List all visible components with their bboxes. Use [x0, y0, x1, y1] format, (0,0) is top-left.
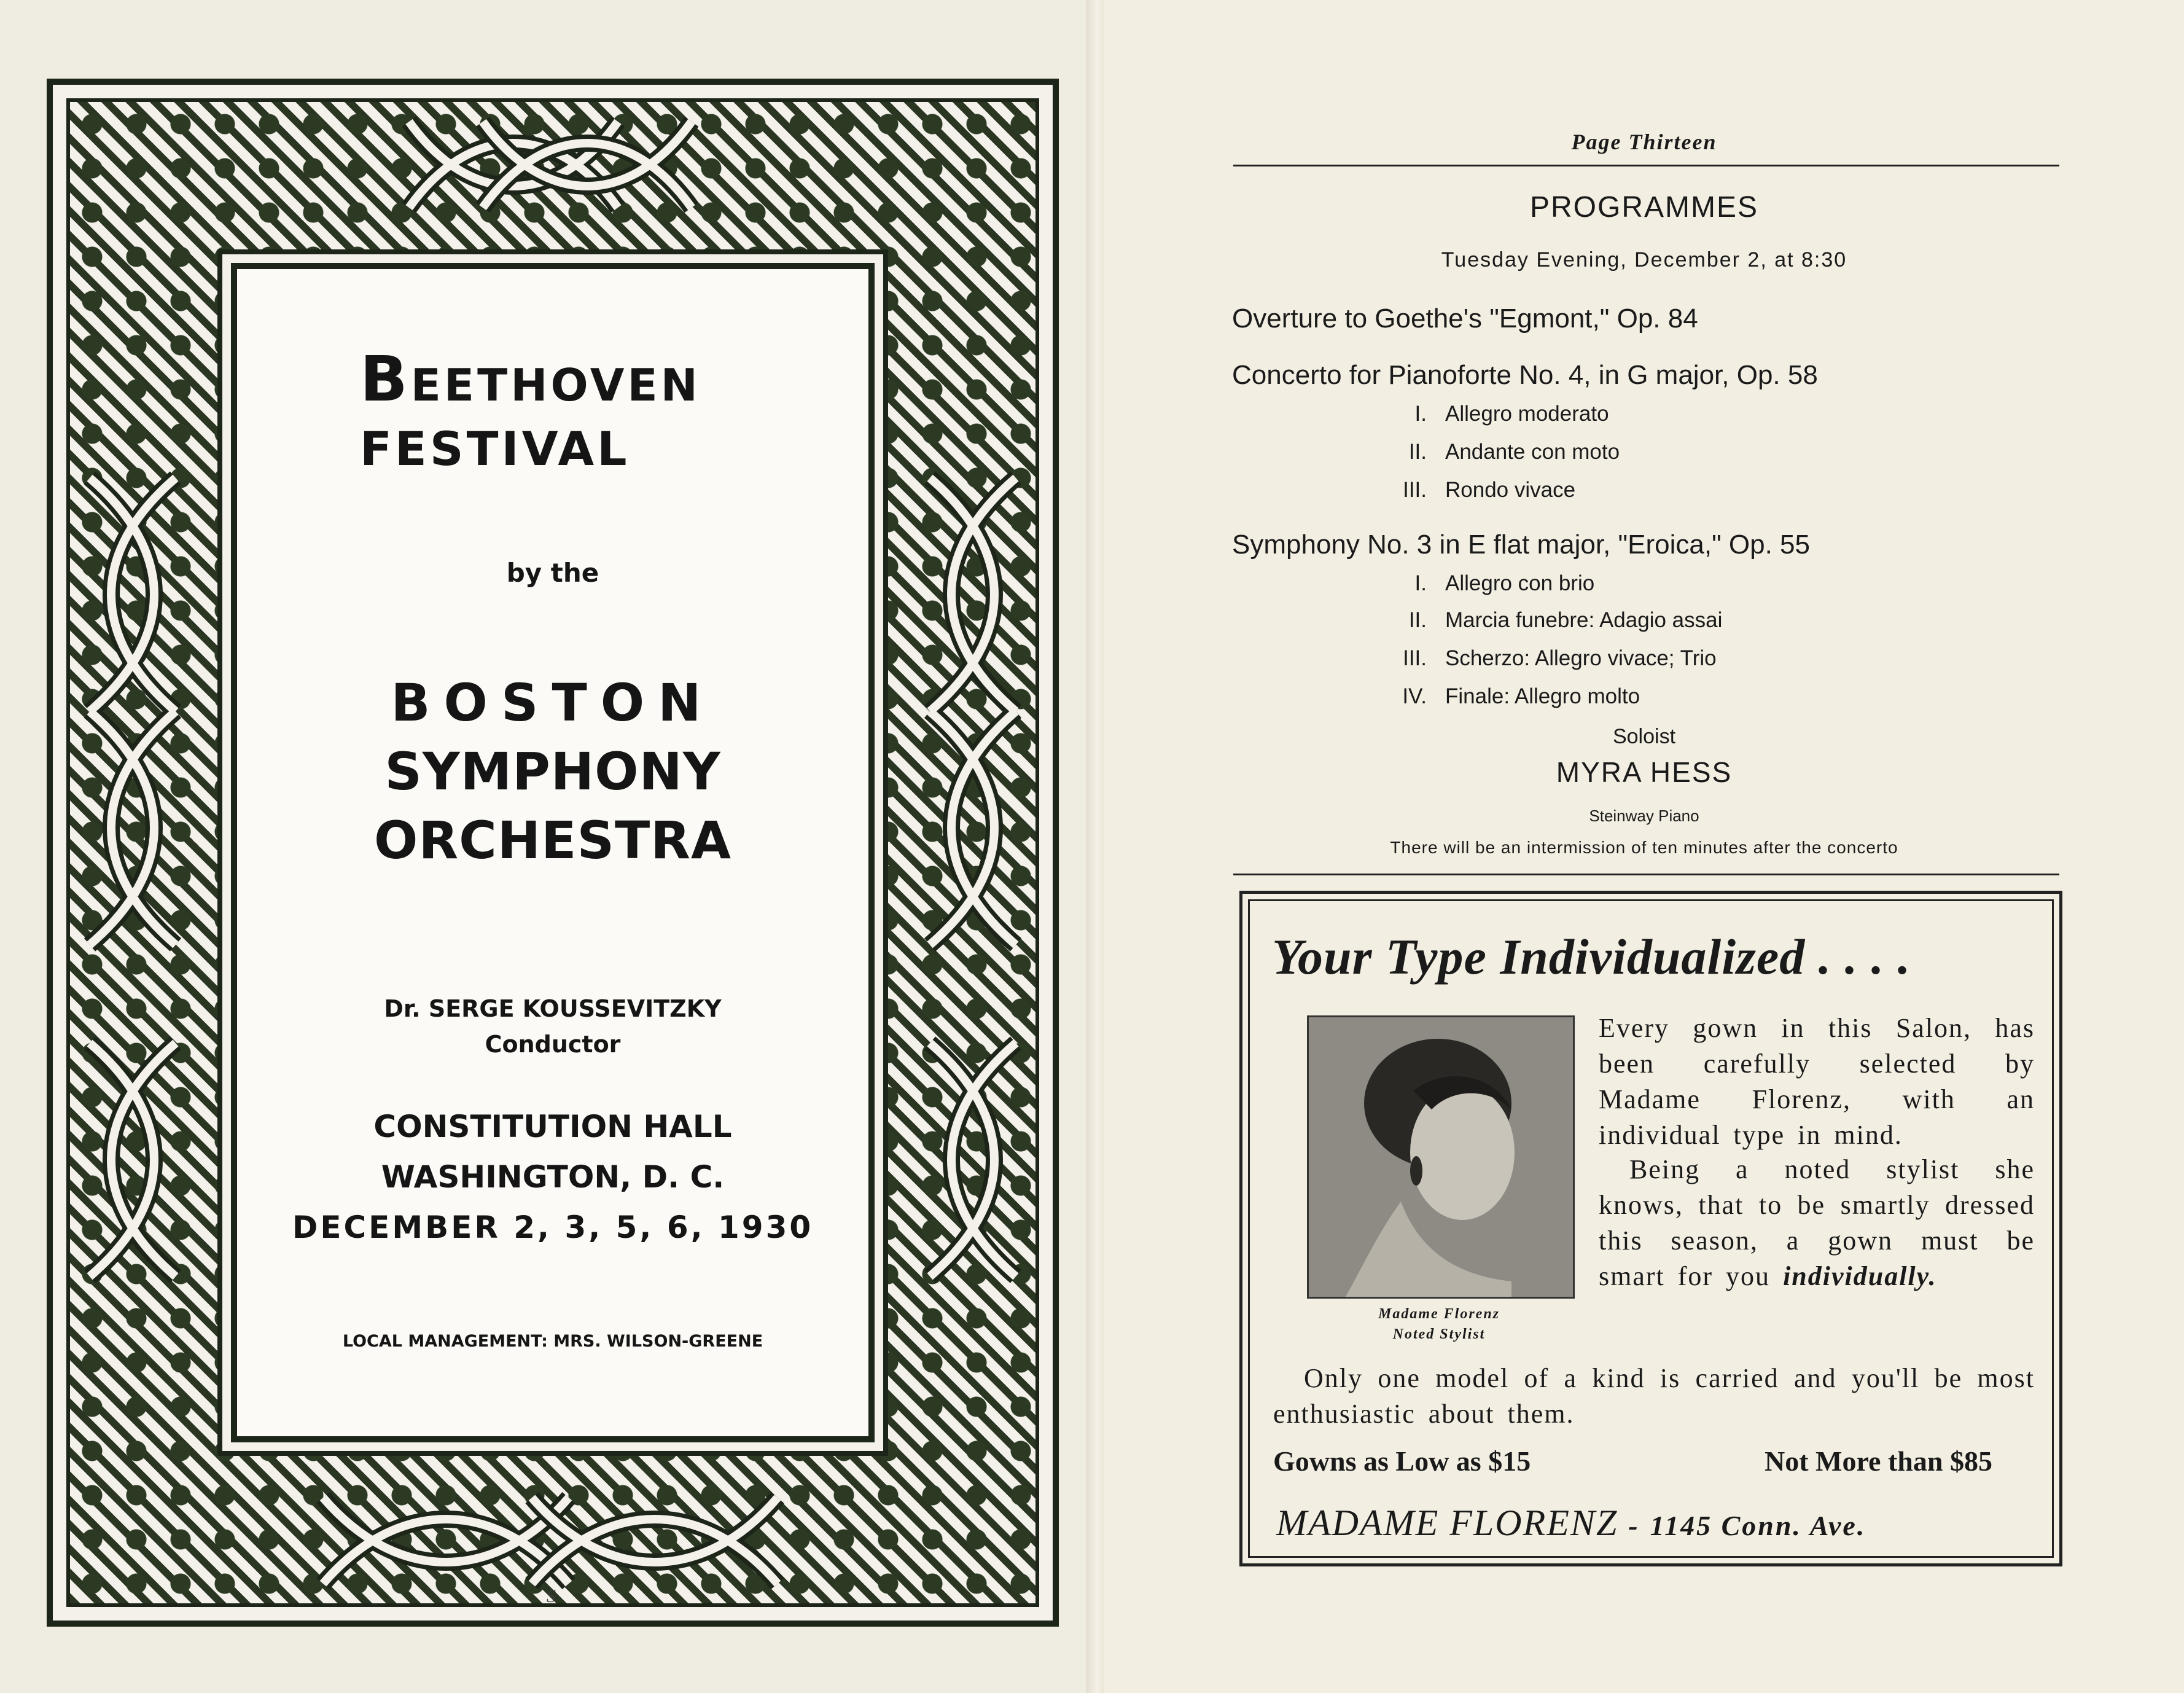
photo-caption-line2: Noted Stylist: [1392, 1326, 1486, 1342]
work-title: Concerto for Pianoforte No. 4, in G major, Op. 58: [1232, 360, 1818, 390]
conductor-name: Dr. SERGE KOUSSEVITZKY: [384, 995, 722, 1022]
programme-page: [1104, 0, 2184, 1693]
advertisement: [1239, 891, 2062, 1566]
programme-bottom-rule: [1233, 874, 2059, 875]
book-gutter: [1086, 0, 1104, 1693]
movement-name: Finale: Allegro molto: [1445, 684, 1640, 708]
movement: [1408, 440, 1620, 464]
by-the-text: by the: [506, 558, 599, 588]
soloist-label: Soloist: [1612, 725, 1676, 748]
movement-number: II.: [1408, 440, 1427, 464]
intermission-note: There will be an intermission of ten minutes after the concerto: [1390, 838, 1898, 857]
cover-border: [47, 79, 1059, 1627]
page-header: Page Thirteen: [1571, 130, 1717, 154]
movement-number: II.: [1408, 608, 1427, 632]
soloist-name: MYRA HESS: [1556, 756, 1733, 788]
venue-block: [237, 1101, 868, 1253]
work-title: Symphony No. 3 in E flat major, "Eroica," Op. 55: [1232, 530, 1810, 560]
festival-title-line1: [360, 343, 701, 416]
portrait-silhouette: [1309, 1017, 1573, 1297]
ad-paragraph-3: Only one model of a kind is carried and you'll be most enthusiastic about them.: [1273, 1363, 2035, 1429]
movement-number: III.: [1403, 646, 1427, 670]
title-rest: EETHOVEN: [410, 359, 701, 411]
footer-separator: -: [1628, 1510, 1640, 1541]
venue-city: WASHINGTON, D. C.: [381, 1159, 725, 1195]
movement-number: I.: [1414, 571, 1427, 595]
work-title: Overture to Goethe's "Egmont," Op. 84: [1232, 303, 1698, 334]
conductor-role: Conductor: [485, 1031, 621, 1058]
movement-number: III.: [1403, 478, 1427, 502]
orchestra-line1: BOSTON: [391, 673, 715, 733]
artist-mark: S: [547, 1586, 556, 1606]
orchestra-line2: SYMPHONY: [384, 741, 721, 802]
ad-headline: Your Type Individualized . . . .: [1272, 929, 1911, 985]
piano-credit: Steinway Piano: [1589, 807, 1699, 825]
movement-number: IV.: [1402, 684, 1427, 708]
local-management: LOCAL MANAGEMENT: MRS. WILSON-GREENE: [342, 1332, 763, 1351]
orchestra-name: [237, 668, 868, 875]
price-high: Not More than $85: [1765, 1445, 1992, 1477]
ad-emphasis: individually.: [1783, 1261, 1937, 1291]
movement-name: Allegro con brio: [1445, 571, 1595, 595]
cover-title-panel: [231, 263, 875, 1442]
salon-name: MADAME FLORENZ: [1276, 1503, 1618, 1543]
movement: [1414, 571, 1595, 596]
movement-name: Scherzo: Allegro vivace; Trio: [1445, 646, 1717, 670]
orchestra-line3: ORCHESTRA: [374, 810, 731, 870]
movement: [1408, 608, 1723, 633]
ad-paragraph-2: [1599, 1152, 2035, 1294]
movement-name: Marcia funebre: Adagio assai: [1445, 608, 1723, 632]
price-low: Gowns as Low as $15: [1273, 1445, 1531, 1477]
venue-name: CONSTITUTION HALL: [373, 1109, 732, 1144]
festival-dates: DECEMBER 2, 3, 5, 6, 1930: [292, 1210, 814, 1245]
programme-date: Tuesday Evening, December 2, at 8:30: [1441, 248, 1847, 272]
ad-paragraph-1: Every gown in this Salon, has been carefully selected by Madame Florenz, with an individual type in mind.: [1599, 1013, 2035, 1150]
movement: [1414, 402, 1609, 426]
movement-name: Rondo vivace: [1445, 478, 1576, 502]
movement: [1402, 684, 1640, 709]
movement: [1403, 478, 1576, 502]
ad-paragraph-2-text: Being a noted stylist she knows, that to be smartly dressed this season, a gown must be smart for you: [1599, 1154, 2035, 1291]
movement-number: I.: [1414, 402, 1427, 426]
title-initial: B: [360, 343, 411, 416]
salon-address: 1145 Conn. Ave.: [1650, 1510, 1866, 1541]
movement-name: Andante con moto: [1445, 440, 1620, 464]
movement-name: Allegro moderato: [1445, 402, 1609, 426]
photo-caption: [1292, 1304, 1586, 1345]
conductor-block: [237, 991, 868, 1062]
programme-title: PROGRAMMES: [1529, 191, 1759, 224]
photo-caption-line1: Madame Florenz: [1378, 1306, 1500, 1322]
festival-title-line2: FESTIVAL: [360, 421, 630, 476]
header-rule: [1233, 165, 2059, 166]
movement: [1403, 646, 1717, 671]
ad-footer: [1276, 1502, 1866, 1544]
portrait-photo: [1307, 1015, 1575, 1299]
